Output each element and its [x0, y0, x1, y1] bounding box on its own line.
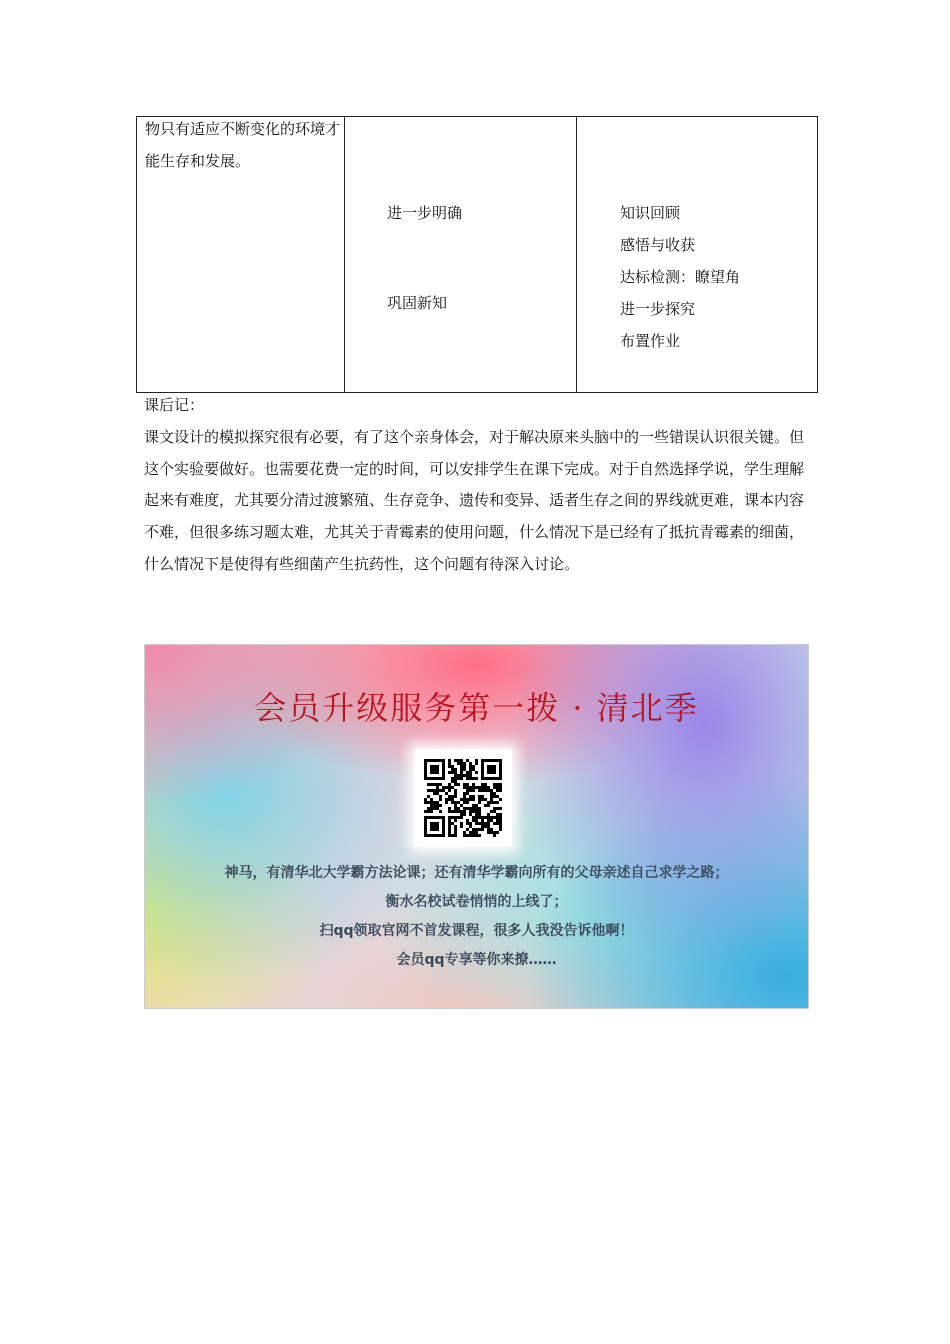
list-item: 达标检测：瞭望角: [620, 268, 741, 286]
lesson-table: [136, 116, 818, 393]
banner-line: 会员qq专享等你来撩……: [396, 952, 557, 968]
table-cell-activity: [345, 117, 577, 393]
table-row: [137, 117, 818, 393]
list-item: 感悟与收获: [620, 236, 696, 254]
banner-line: 神马，有清华北大学霸方法论课；还有清华学霸向所有的父母亲述自己求学之路；: [224, 865, 729, 881]
banner-line: 衡水名校试卷悄悄的上线了；: [385, 894, 568, 910]
qr-code-icon[interactable]: [414, 749, 512, 847]
list-item: 知识回顾: [620, 204, 681, 222]
table-cell-steps: [577, 117, 818, 393]
steps-list: [620, 197, 740, 357]
list-item: 布置作业: [620, 332, 681, 350]
cell-text: 物只有适应不断变化的环境才能生存和发展。: [145, 120, 341, 170]
banner-lines: [145, 859, 808, 975]
notes-body: 课文设计的模拟探究很有必要，有了这个亲身体会，对于解决原来头脑中的一些错误认识很关键。但这个实验要做好。也需要花费一定的时间，可以安排学生在课下完成。对于自然选择学说，学生理解起来有难度，尤其要分清过渡繁殖、生存竞争、遗传和变异、适者生存之间的界线就更难，课本内容不难，但很多练习题太难，尤其关于青霉素的使用问题，什么情况下是已经有了抵抗青霉素的细菌，什么情况下是使得有些细菌产生抗药性，这个问题有待深入讨论。: [144, 427, 805, 573]
notes-heading: 课后记：: [144, 396, 205, 414]
banner-title: 会员升级服务第一拨 · 清北季: [254, 689, 699, 727]
cell-text: 进一步明确: [387, 204, 463, 222]
qr-code-graphic: [424, 759, 502, 837]
promo-banner[interactable]: [144, 644, 809, 1009]
banner-line: 扫qq领取官网不首发课程，很多人我没告诉他啊！: [319, 923, 634, 939]
cell-text: 巩固新知: [387, 294, 448, 312]
table-cell-content: [137, 117, 345, 393]
after-class-notes: [144, 390, 816, 581]
list-item: 进一步探究: [620, 300, 696, 318]
